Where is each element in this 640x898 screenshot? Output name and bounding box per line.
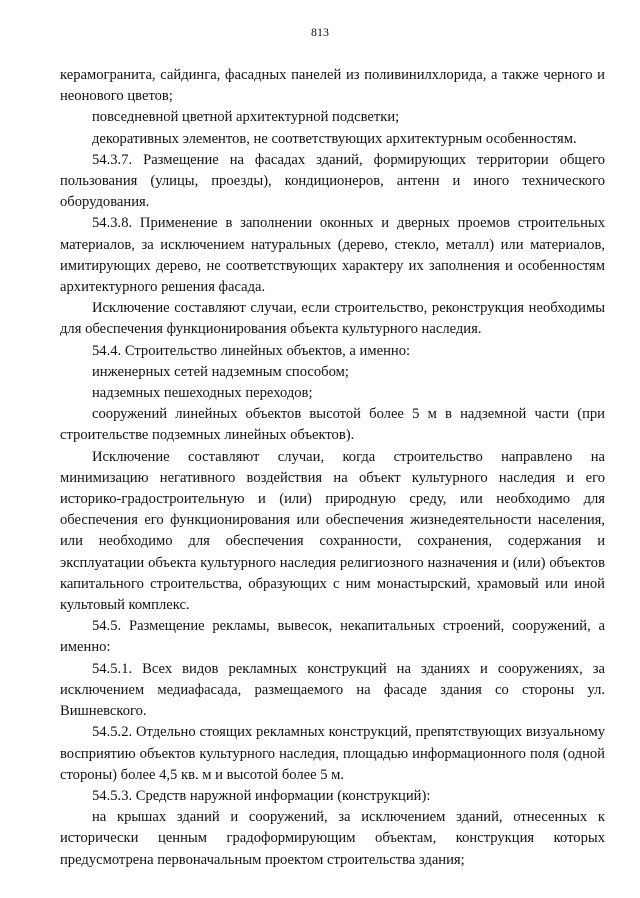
paragraph: декоративных элементов, не соответствующих архитектурным особенностям. bbox=[92, 130, 577, 147]
document-body bbox=[60, 65, 605, 871]
clause-54-4: 54.4. Строительство линейных объектов, а именно: bbox=[92, 342, 411, 359]
paragraph: инженерных сетей надземным способом; bbox=[92, 363, 349, 380]
clause-54-5-2: 54.5.2. Отдельно стоящих рекламных конструкций, препятствующих визуальному восприятию объектов культурного наследия, площадью информационного поля (одной стороны) более 4,5 кв. м и высотой более 5 м. bbox=[60, 724, 605, 783]
paragraph: повседневной цветной архитектурной подсветки; bbox=[92, 109, 400, 126]
clause-54-3-8: 54.3.8. Применение в заполнении оконных и дверных проемов строительных материалов, за исключением натуральных (дерево, стекло, металл) или материалов, имитирующих дерево, не соответствующих характеру их заполнения и особенностям архитектурного решения фасада. bbox=[60, 215, 605, 296]
paragraph-continuation: керамогранита, сайдинга, фасадных панелей из поливинилхлорида, а также черного и неонового цветов; bbox=[60, 67, 605, 105]
paragraph: надземных пешеходных переходов; bbox=[92, 385, 313, 402]
paragraph: на крышах зданий и сооружений, за исключением зданий, отнесенных к исторически ценным градоформирующим объектам, конструкция которых предусмотрена первоначальным проектом строительства здания; bbox=[60, 809, 605, 868]
exception-paragraph: Исключение составляют случаи, если строительство, реконструкция необходимы для обеспечения функционирования объекта культурного наследия. bbox=[60, 300, 605, 338]
clause-54-5-1: 54.5.1. Всех видов рекламных конструкций на зданиях и сооружениях, за исключением медиафасада, размещаемого на фасаде здания со стороны ул. Вишневского. bbox=[60, 660, 605, 720]
page-number: 813 bbox=[311, 25, 329, 39]
paragraph: сооружений линейных объектов высотой более 5 м в надземной части (при строительстве подземных линейных объектов). bbox=[60, 406, 605, 444]
clause-54-5-3: 54.5.3. Средств наружной информации (конструкций): bbox=[92, 787, 431, 804]
clause-54-3-7: 54.3.7. Размещение на фасадах зданий, формирующих территории общего пользования (улицы, проезды), кондиционеров, антенн и иного технического оборудования. bbox=[60, 151, 605, 211]
clause-54-5: 54.5. Размещение рекламы, вывесок, некапитальных строений, сооружений, а именно: bbox=[60, 618, 605, 656]
exception-paragraph: Исключение составляют случаи, когда строительство направлено на минимизацию негативного воздействия на объект культурного наследия и его историко-градостроительную и (или) природную среду, или необходимо для обеспечения его функционирования или обеспечения жизнедеятельности населения, или необходимо для обеспечения сохранности, сохранения, содержания и эксплуатации объекта культурного наследия религиозного назначения и (или) объектов капитального строительства, образующих с ним монастырский, храмовый или иной культовый комплекс. bbox=[60, 448, 605, 614]
